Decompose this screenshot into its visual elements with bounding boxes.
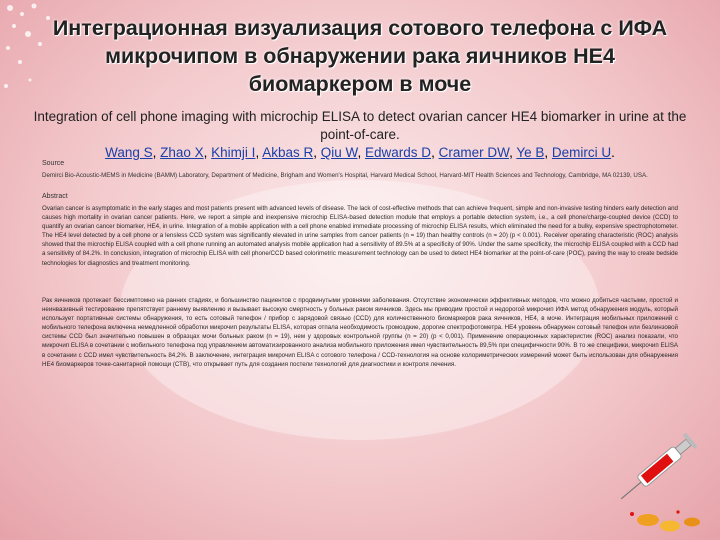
author-link[interactable]: Akbas R: [262, 145, 314, 160]
abstract-label: Abstract: [42, 193, 68, 200]
author-list: Wang S, Zhao X, Khimji I, Akbas R, Qiu W, Edwards D, Cramer DW, Ye B, Demirci U.: [105, 145, 615, 160]
source-label: Source: [42, 160, 65, 167]
abstract-text-en: Ovarian cancer is asymptomatic in the early stages and most patients present with advanced levels of disease. The lack of cost-effective methods that can achieve frequent, simple and non-invasive testing hinders early detection and causes high mortality in ovarian cancer patients. Here, we report a simple and inexpensive microchip ELISA-based detection module that employs a portable detection system, i.e., a cell phone/charge-coupled device (CCD) to quantify an ovarian cancer biomarker, HE4, in urine. Integration of a mobile application with a cell phone enabled immediate processing of microchip ELISA results, which eliminated the need for a bulky, expensive spectrophotometer. The HE4 level detected by a cell phone or a lensless CCD system was significantly elevated in urine samples from cancer patients (n = 19) than healthy controls (n = 20) (p < 0.001). Receiver operating characteristic (ROC) analysis showed that the microchip ELISA coupled with a cell phone running an automated analysis mobile application had a sensitivity of 89.5% at a specificity of 90%. Under the same specificity, the microchip ELISA coupled with a CCD had a sensitivity of 84.2%. In conclusion, integration of microchip ELISA with cell phone/CCD based colorimetric measurement technology can be used to detect HE4 biomarker at the point-of-care (POC), paving the way to create bedside technologies for diagnostics and treatment monitoring.: [42, 205, 678, 267]
abstract-text-ru: Рак яичников протекает бессимптомно на ранних стадиях, и большинство пациентов с продвинутыми уровнями заболевания. Отсутствие экономически эффективных методов, что можно добиться частыми, простой и неинвазивный тестирование препятствует раннему выявлению и вызывает высокую смертность у больных раком яичников. Здесь мы приводим простой и недорогой микрочип ИФА метод обнаружения модуль, который использует портативные системы обнаружения, то есть сотовый телефон / прибор с зарядовой связью (CCD) для количественного биомаркеров рака яичников, HE4, в моче. Интеграция мобильных приложений с мобильного телефона включена немедленной обработки микрочип результаты ELISA, которая отпала необходимость громоздкие, дорогие спектрофотометра. HE4 уровень обнаружен сотовый телефон или безлинзовой системы CCD был значительно повышен в образцах мочи больных раком (n = 19), нем у здоровых контрольной группы (n = 20) (p < 0,001). Применение операционных характеристик (ROC) анализ показали, что микрочип ELISA в сочетании с мобильного телефона под управлением автоматизированного анализа мобильного приложения имел чувствительность 89,5% при специфичности 90%. В то же специфики, микрочип ELISA в сочетании с CCD имел чувствительность 84,2%. В заключение, интеграция микрочип ELISA с сотового телефона / CCD-технология на основе колориметрических измерений может быть использован для обнаружения HE4 биомаркеров точке-санитарной помощи (СТВ), что открывает путь для создания постели технологий для диагностики и контроля лечения.: [42, 297, 678, 368]
syringe-pills-illustration: [618, 428, 718, 538]
author-link[interactable]: Qiu W: [320, 145, 358, 160]
author-link[interactable]: Edwards D: [365, 145, 432, 160]
affiliation: Demirci Bio-Acoustic-MEMS in Medicine (BAMM) Laboratory, Department of Medicine, Brigham and Women's Hospital, Harvard Medical School, Harvard-MIT Health Sciences and Technology, Cambridge, MA 02139, USA.: [42, 172, 648, 179]
author-link[interactable]: Zhao X: [160, 145, 204, 160]
author-link[interactable]: Wang S: [105, 145, 153, 160]
author-link[interactable]: Ye B: [516, 145, 545, 160]
author-link[interactable]: Khimji I: [211, 145, 256, 160]
slide-title-ru: Интеграционная визуализация сотового телефона с ИФА микрочипом в обнаружении рака яичников HE4 биомаркером в моче: [52, 16, 668, 96]
author-link[interactable]: Demirci U: [551, 145, 612, 160]
article-title-en: Integration of cell phone imaging with microchip ELISA to detect ovarian cancer HE4 biomarker in urine at the point-of-care.: [33, 109, 687, 142]
author-link[interactable]: Cramer DW: [438, 145, 510, 160]
